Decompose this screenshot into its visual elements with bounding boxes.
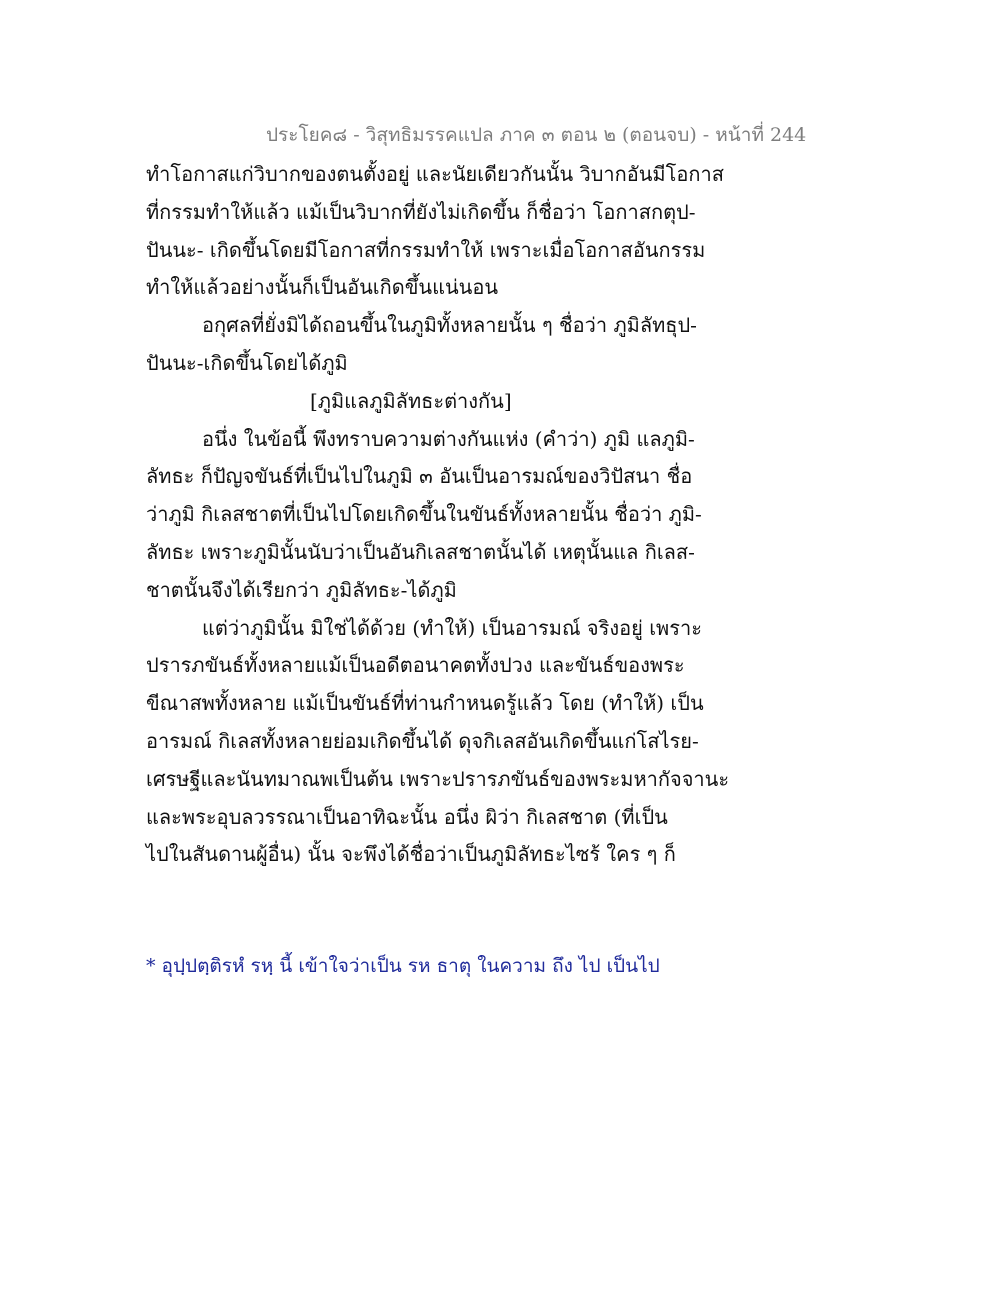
paragraph-start-line: อกุศลที่ยั่งมิได้ถอนขึ้นในภูมิทั้งหลายนั้น ๆ ชื่อว่า ภูมิลัทธุป- — [202, 313, 697, 338]
text-line: และพระอุบลวรรณาเป็นอาทิฉะนั้น อนึ่ง ผิว่า กิเลสชาต (ที่เป็น — [146, 804, 668, 829]
text-line: อารมณ์ กิเลสทั้งหลายย่อมเกิดขึ้นได้ ดุจกิเลสอันเกิดขึ้นแก่โสไรย- — [146, 728, 699, 753]
paragraph-start-line: อนึ่ง ในข้อนี้ พึงทราบความต่างกันแห่ง (คำว่า) ภูมิ แลภูมิ- — [202, 426, 695, 451]
text-line: ว่าภูมิ กิเลสชาตที่เป็นไปโดยเกิดขึ้นในขันธ์ทั้งหลายนั้น ชื่อว่า ภูมิ- — [146, 502, 702, 527]
text-line: ทำโอกาสแก่วิบากของตนตั้งอยู่ และนัยเดียวกันนั้น วิบากอันมีโอกาส — [146, 162, 724, 186]
text-line: ชาตนั้นจึงได้เรียกว่า ภูมิลัทธะ-ได้ภูมิ — [146, 577, 457, 602]
text-line: ไปในสันดานผู้อื่น) นั้น จะพึงได้ชื่อว่าเป็นภูมิลัทธะไซร้ ใคร ๆ ก็ — [146, 842, 676, 867]
text-line: ที่กรรมทำให้แล้ว แม้เป็นวิบากที่ยังไม่เกิดขึ้น ก็ชื่อว่า โอกาสกตุป- — [146, 199, 696, 224]
text-line: ทำให้แล้วอย่างนั้นก็เป็นอันเกิดขึ้นแน่นอน — [146, 275, 499, 300]
text-line: เศรษฐีและนันทมาณพเป็นต้น เพราะปรารภขันธ์ของพระมหากัจจานะ — [146, 766, 730, 791]
paragraph-start-line: แต่ว่าภูมินั้น มิใช่ได้ด้วย (ทำให้) เป็นอารมณ์ จริงอยู่ เพราะ — [202, 615, 702, 640]
section-heading: [ภูมิแลภูมิลัทธะต่างกัน] — [310, 388, 512, 413]
text-line: ลัทธะ เพราะภูมินั้นนับว่าเป็นอันกิเลสชาตนั้นได้ เหตุนั้นแล กิเลส- — [146, 539, 695, 564]
page-body — [146, 156, 730, 874]
text-line: ปรารภขันธ์ทั้งหลายแม้เป็นอดีตอนาคตทั้งปวง และขันธ์ของพระ — [146, 653, 685, 678]
text-line: ขีณาสพทั้งหลาย แม้เป็นขันธ์ที่ท่านกำหนดรู้แล้ว โดย (ทำให้) เป็น — [146, 691, 704, 716]
text-line: ปันนะ- เกิดขึ้นโดยมีโอกาสที่กรรมทำให้ เพราะเมื่อโอกาสอันกรรม — [146, 237, 706, 262]
text-line: ปันนะ-เกิดขึ้นโดยได้ภูมิ — [146, 350, 348, 375]
page-header: ประโยค๘ - วิสุทธิมรรคแปล ภาค ๓ ตอน ๒ (ตอนจบ) - หน้าที่ 244 — [266, 124, 807, 146]
text-line: ลัทธะ ก็ปัญจขันธ์ที่เป็นไปในภูมิ ๓ อันเป็นอารมณ์ของวิปัสนา ชื่อ — [146, 464, 693, 489]
footnote: * อุปฺปตฺติรหํ รหฺ นี้ เข้าใจว่าเป็น รห ธาตุ ในความ ถึง ไป เป็นไป — [146, 955, 660, 977]
